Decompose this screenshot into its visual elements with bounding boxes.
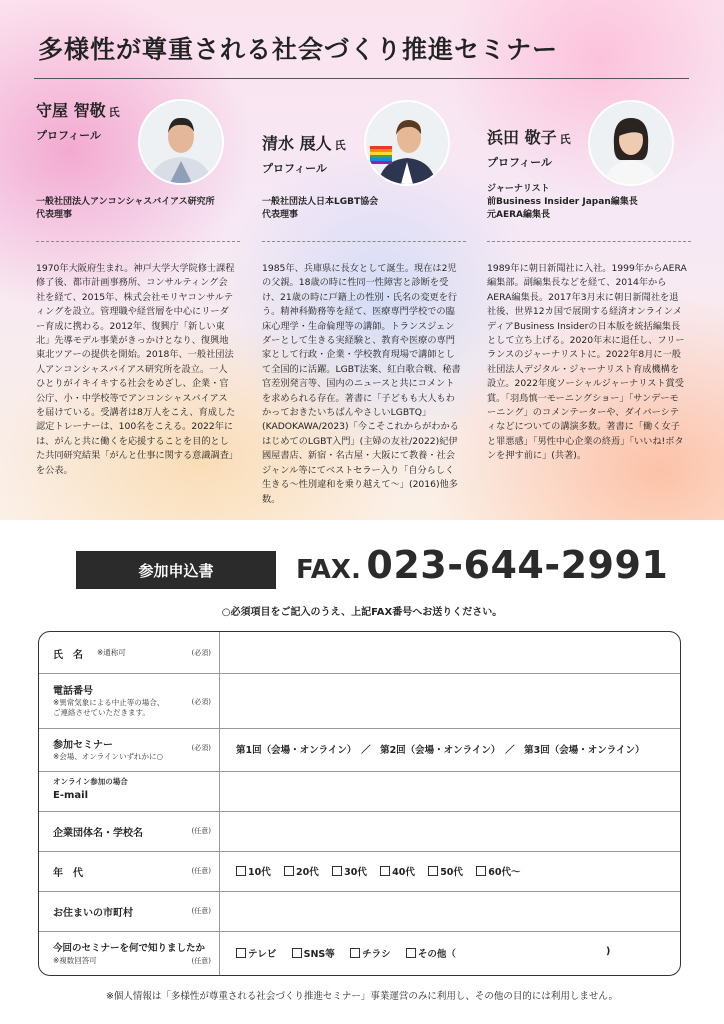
form-row-phone xyxy=(39,673,681,729)
age-option-30s[interactable]: 30代 xyxy=(332,867,367,878)
city-optional: (任意) xyxy=(191,907,211,915)
speaker-2-org: 一般社団法人日本LGBT協会 代表理事 xyxy=(262,197,379,220)
name-label: 氏 名 xyxy=(53,650,83,661)
speaker-1-photo xyxy=(138,99,224,185)
source-options xyxy=(236,946,456,960)
checkbox-icon xyxy=(380,866,390,876)
speaker-3-profile-label: プロフィール xyxy=(487,156,552,169)
speaker-1-profile-label: プロフィール xyxy=(36,129,101,142)
title-underline xyxy=(34,78,689,79)
name-input[interactable] xyxy=(220,632,681,673)
speaker-1-divider xyxy=(36,241,240,242)
form-row-email xyxy=(39,771,681,812)
age-label: 年 代 xyxy=(53,868,83,879)
checkbox-icon xyxy=(236,948,246,958)
company-input[interactable] xyxy=(220,811,681,851)
age-option-60s[interactable]: 60代～ xyxy=(476,867,520,878)
speaker-1-org: 一般社団法人アンコンシャスバイアス研究所 代表理事 xyxy=(36,197,215,220)
phone-input[interactable] xyxy=(220,673,681,728)
source-other-close: ) xyxy=(606,946,611,957)
source-option-flyer[interactable]: チラシ xyxy=(350,949,391,960)
age-option-20s[interactable]: 20代 xyxy=(284,867,319,878)
speaker-1-bio: 1970年大阪府生まれ。神戸大学大学院修士課程修了後、都市計画事務所、コンサルティング会社を経て、2015年、株式会社モリヤコンサルティングを設立。管理職や経営層を中心にリーダー育成に携わる。2012年、復興庁「新しい東北」先導モデル事業がきっかけとなり、復興地東北ツアーの提供を開始。2018年、一般社団法人アンコンシャスバイアス研究所を設立。一人ひとりがイキイキする社会をめざし、企業・官公庁、小・中学校等でアンコンシャスバイアスを届けている。受講者は8万人をこえ、育成した認定トレーナーは、100名をこえる。2022年には、がんと共に働くを応援することを目的とした共同研究結果「がんと仕事に関する意識調査」を公表。 xyxy=(36,263,236,476)
email-input[interactable] xyxy=(220,771,681,811)
application-form-label: 参加申込書 xyxy=(76,551,276,589)
source-optional: (任意) xyxy=(191,957,211,965)
form-row-company xyxy=(39,811,681,852)
speaker-3-photo xyxy=(588,100,674,186)
speaker-2-divider xyxy=(262,241,466,242)
speaker-3-divider xyxy=(487,241,691,242)
age-options xyxy=(236,864,520,878)
age-optional: (任意) xyxy=(191,867,211,875)
speaker-3-org: ジャーナリスト 前Business Insider Japan編集長 元AERA編集長 xyxy=(487,184,638,220)
name-required: (必須) xyxy=(191,649,211,657)
speaker-3-name: 浜田 敬子 氏 xyxy=(487,128,571,147)
privacy-footer: ※個人情報は「多様性が尊重される社会づくり推進セミナー」事業運営のみに利用し、その他の目的には利用しません。 xyxy=(105,991,619,1002)
checkbox-icon xyxy=(332,866,342,876)
checkbox-icon xyxy=(476,866,486,876)
seminar-options[interactable]: 第1回（会場・オンライン） ／ 第2回（会場・オンライン） ／ 第3回（会場・オンライン） xyxy=(236,745,645,756)
phone-label: 電話番号 xyxy=(53,686,93,697)
page-title: 多様性が尊重される社会づくり推進セミナー xyxy=(38,35,559,64)
source-option-other[interactable]: その他（ xyxy=(406,949,456,960)
checkbox-icon xyxy=(284,866,294,876)
speaker-2-profile-label: プロフィール xyxy=(262,162,327,175)
checkbox-icon xyxy=(350,948,360,958)
checkbox-icon xyxy=(292,948,302,958)
age-option-40s[interactable]: 40代 xyxy=(380,867,415,878)
checkbox-icon xyxy=(428,866,438,876)
checkbox-icon xyxy=(406,948,416,958)
fax-number: FAX. 023-644-2991 xyxy=(296,543,669,587)
email-label: E-mail xyxy=(53,790,89,801)
speaker-1-name: 守屋 智敬 氏 xyxy=(36,101,120,120)
city-label: お住まいの市町村 xyxy=(53,908,133,919)
age-option-10s[interactable]: 10代 xyxy=(236,867,271,878)
source-option-tv[interactable]: テレビ xyxy=(236,949,276,960)
company-optional: (任意) xyxy=(191,827,211,835)
seminar-label: 参加セミナー xyxy=(53,740,113,751)
speaker-2-photo xyxy=(364,100,450,186)
city-input[interactable] xyxy=(220,891,681,931)
source-note: ※複数回答可 xyxy=(53,956,97,965)
phone-required: (必須) xyxy=(191,698,211,706)
form-row-source xyxy=(39,931,681,975)
speaker-3-bio: 1989年に朝日新聞社に入社。1999年からAERA編集部。副編集長などを経て、2014年からAERA編集長。2017年3月末に朝日新聞社を退社後、世界12カ国で展開する経済オンラインメディアBusiness Insiderの日本版を統括編集長として立ち上げる。2020年末に退任し、フリーランスのジャーナリストに。2022年8月に一般社団法人デジタル・ジャーナリスト育成機構を設立。2022年度ソーシャルジャーナリスト賞受賞。「羽鳥慎一モーニングショー」「サンデーモーニング」のコメンテーターや、ダイバーシティなどについての講演多数。著書に「働く女子と罪悪感」「男性中心企業の終焉」「いいね!ボタンを押す前に」(共著)。 xyxy=(487,263,687,462)
source-label: 今回のセミナーを何で知りましたか xyxy=(53,943,206,954)
form-row-city xyxy=(39,891,681,932)
company-label: 企業団体名・学校名 xyxy=(53,828,143,839)
name-note: ※通称可 xyxy=(97,648,126,657)
form-row-name xyxy=(39,632,681,674)
form-row-age xyxy=(39,851,681,892)
phone-note: ※異常気象による中止等の場合、 ご連絡させていただきます。 xyxy=(53,698,165,717)
age-option-50s[interactable]: 50代 xyxy=(428,867,463,878)
form-instruction: ○必須項目をご記入のうえ、上記FAX番号へお送りください。 xyxy=(221,607,503,618)
seminar-note: ※会場、オンラインいずれかに○ xyxy=(53,752,164,761)
application-form xyxy=(38,631,681,976)
speaker-2-name: 清水 展人 氏 xyxy=(262,134,346,153)
email-online-note: オンライン参加の場合 xyxy=(53,777,128,786)
source-option-sns[interactable]: SNS等 xyxy=(292,949,335,960)
seminar-required: (必須) xyxy=(191,744,211,752)
form-row-seminar xyxy=(39,728,681,772)
checkbox-icon xyxy=(236,866,246,876)
speaker-2-bio: 1985年、兵庫県に長女として誕生。現在は2児の父親。18歳の時に性同一性障害と診断を受け、21歳の時に戸籍上の性別・氏名の変更を行う。精神科勤務等を経て、医療専門学校での臨床心理学・生命倫理等の講師。トランスジェンダーとして生きる実経験と、教育や医療の専門家として行政・企業・学校教育現場で講師として全国的に活躍。LGBT法案、紅白歌合戦、秘書官差別発言等、国内のニュースと共にコメントを求められる存在。著書に「子どもも大人もわかっておきたいちばんやさしいLGBTQ」(KADOKAWA/2023)「今こそこれからがわかるはじめてのLGBT入門」(主婦の友社/2022)紀伊國屋書店、新宿・名古屋・大阪にて教養・社会ジャンル等にてベストセラー入り「自分らしく生きる～性別違和を乗り越えて～」(2016)他多数。 xyxy=(262,263,461,505)
